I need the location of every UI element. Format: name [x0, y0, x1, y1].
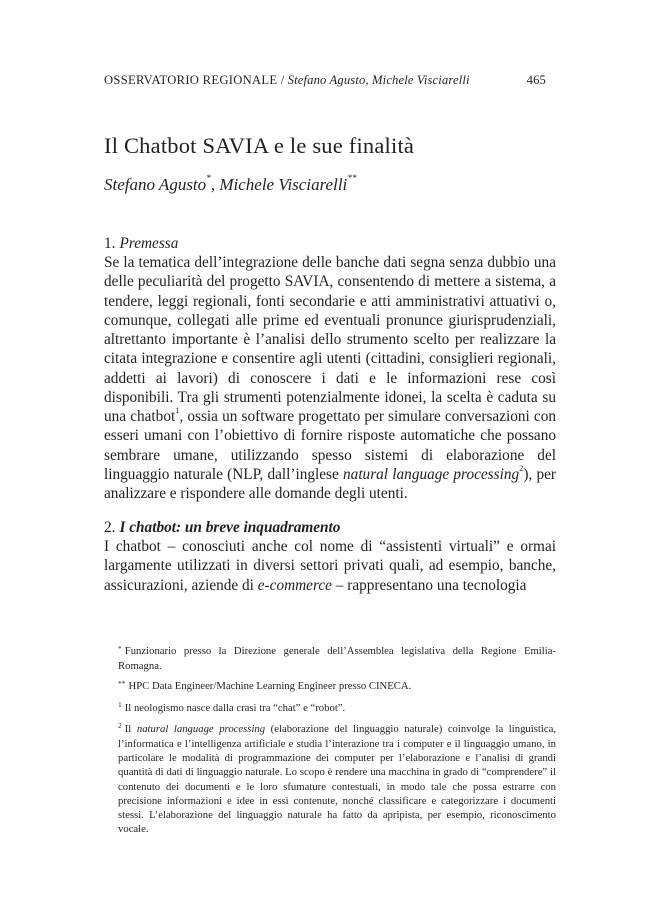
body-paragraph	[104, 537, 556, 595]
body-text: Se la tematica dell’integrazione delle banche dati segna senza dubbio una delle peculiarità del progetto SAVIA, consentendo di mettere a sistema, a tendere, leggi regionali, fonti secondarie e atti amministrativi attuativi o, comunque, collegati alle prime ed eventuali pronunce giurisprudenziali, altrettanto importante è l’analisi dello strumento scelto per realizzare la citata integrazione e consentire agli utenti (cittadini, consiglieri regionali, addetti ai lavori) di conoscere i dati e le informazioni rese così disponibili. Tra gli strumenti potenzialmente idonei, la scelta è caduta su una chatbot	[104, 254, 556, 426]
footnote-mark: 2	[118, 721, 122, 731]
section-heading	[104, 518, 556, 537]
journal-name: OSSERVATORIO REGIONALE	[104, 73, 278, 87]
emphasis-text: natural language processing	[136, 722, 266, 735]
footnote	[118, 722, 556, 837]
body-text: – rappresentano una tecnologia	[331, 576, 527, 594]
running-head-left	[104, 73, 470, 88]
emphasis-text: e-commerce	[257, 576, 332, 594]
author-name: Stefano Agusto	[104, 175, 207, 194]
footnote-text: HPC Data Engineer/Machine Learning Engineer presso CINECA.	[128, 680, 412, 693]
section-number: 2.	[104, 519, 116, 536]
footnote-text: Il	[124, 722, 137, 735]
author-separator: ,	[210, 175, 220, 194]
article-title: Il Chatbot SAVIA e le sue finalità	[104, 133, 415, 158]
footnote-text: Funzionario presso la Direzione generale dell’Assemblea legislativa della Regione Emilia-Romagna.	[118, 645, 556, 673]
section-heading	[104, 234, 556, 253]
footnote	[118, 679, 556, 694]
section-title: I chatbot: un breve inquadramento	[119, 519, 341, 536]
footnote-mark: *	[118, 643, 122, 653]
footnote-text: Il neologismo nasce dalla crasi tra “chat” e “robot”.	[124, 701, 346, 714]
footnote-mark: 1	[118, 700, 122, 710]
section-number: 1.	[104, 235, 116, 252]
section-premessa	[104, 234, 556, 503]
running-head-separator: /	[277, 73, 288, 87]
body-paragraph	[104, 253, 556, 503]
footnote	[118, 644, 556, 673]
footnote-ref[interactable]: 1	[175, 406, 180, 416]
body-text: ), per analizzare e rispondere alle domande degli utenti.	[104, 465, 557, 503]
author-byline	[104, 175, 357, 195]
emphasis-text: natural language processing	[343, 465, 520, 483]
section-title: Premessa	[119, 235, 179, 252]
footnote-text: (elaborazione del linguaggio naturale) coinvolge la linguistica, l’informatica e l’intelligenza artificiale e studia l’interazione tra i computer e il linguaggio umano, in particolare le modalità di programmazione dei computer per l’elaborazione e l’analisi di grandi quantità di dati di linguaggio naturale. Lo scopo è rendere una macchina in grado di “comprendere” il contenuto dei documenti e le loro sfumature contestuali, in modo tale che possa estrarre con precisione informazioni e idee in essi contenute, nonché classificare e categorizzare i documenti stessi. L’elaborazione del linguaggio naturale ha fatto da apripista, per esempio, riconoscimento vocale.	[118, 722, 556, 836]
body-text: , ossia un software progettato per simulare conversazioni con esseri umani con l’obiettivo di fornire risposte automatiche che possano sembrare umane, utilizzando spesso sistemi di elaborazione del linguaggio naturale (NLP, dall’inglese	[104, 408, 556, 483]
running-head-authors: Stefano Agusto, Michele Visciarelli	[287, 73, 470, 87]
section-chatbot-overview	[104, 518, 556, 595]
body-text: I chatbot – conosciuti anche col nome di “assistenti virtuali” e ormai largamente utilizzati in diversi settori privati quali, ad esempio, banche, assicurazioni, aziende di	[104, 538, 556, 594]
footnote-mark: **	[118, 679, 126, 689]
footnote-ref[interactable]: 2	[519, 464, 524, 474]
footnote-mark: *	[206, 174, 211, 185]
author-name: Michele Visciarelli	[219, 175, 348, 194]
footnote-mark: **	[347, 174, 357, 185]
footnotes	[118, 644, 556, 842]
page-number: 465	[526, 73, 546, 87]
footnote	[118, 701, 556, 716]
running-head	[104, 73, 546, 88]
